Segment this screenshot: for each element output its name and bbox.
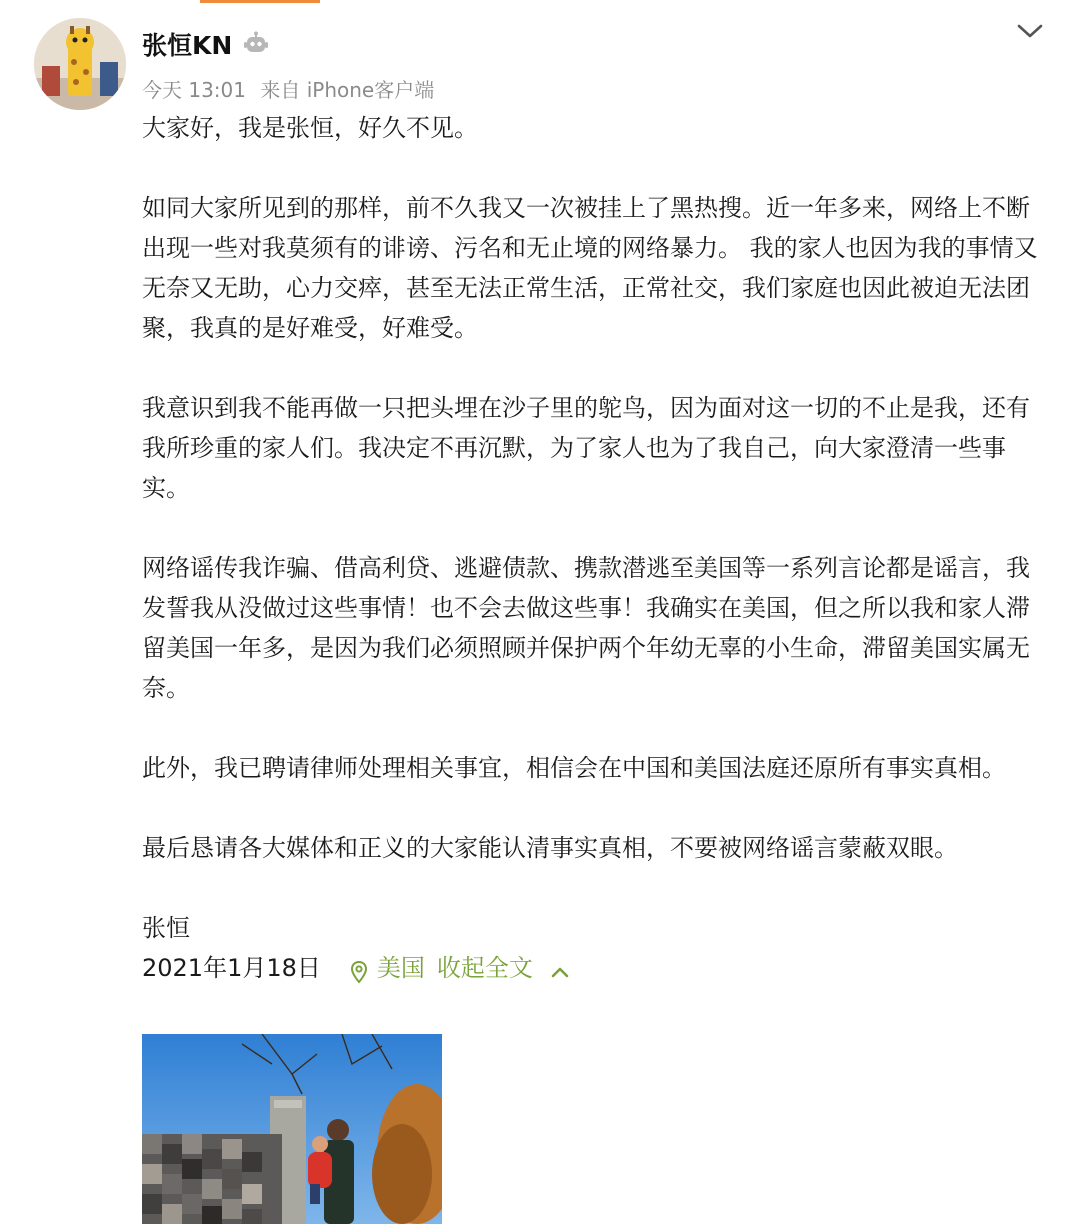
tab-indicator (200, 0, 320, 3)
post-time: 今天 13:01 (142, 78, 246, 102)
post-paragraph: 网络谣传我诈骗、借高利贷、逃避债款、携款潜逃至美国等一系列言论都是谣言，我发誓我从没做过这些事情！也不会去做这些事！我确实在美国，但之所以我和家人滞留美国一年多，是因为我们必须照顾并保护两个年幼无辜的小生命，滞留美国实属无奈。 (142, 554, 1030, 702)
robot-icon (242, 30, 270, 58)
post-date: 2021年1月18日 (142, 954, 321, 982)
post-paragraph: 我意识到我不能再做一只把头埋在沙子里的鸵鸟，因为面对这一切的不止是我，还有我所珍重的家人们。我决定不再沉默，为了家人也为了我自己，向大家澄清一些事实。 (142, 394, 1030, 502)
username[interactable]: 张恒KN (142, 31, 233, 60)
chevron-down-icon[interactable] (1010, 16, 1050, 46)
post-signature: 张恒 (142, 914, 190, 942)
post-footer (142, 948, 1042, 988)
location-label: 美国 (376, 954, 425, 982)
collapse-button[interactable]: 收起全文 (436, 954, 533, 982)
post-paragraph: 大家好，我是张恒，好久不见。 (142, 114, 478, 142)
avatar[interactable] (34, 18, 126, 110)
post-paragraph: 此外，我已聘请律师处理相关事宜，相信会在中国和美国法庭还原所有事实真相。 (142, 754, 1006, 782)
location-link[interactable] (349, 948, 425, 988)
post-source: 来自 iPhone客户端 (260, 78, 435, 102)
post-paragraph: 如同大家所见到的那样，前不久我又一次被挂上了黑热搜。近一年多来，网络上不断出现一些对我莫须有的诽谤、污名和无止境的网络暴力。 我的家人也因为我的事情又无奈又无助，心力交瘁，甚至无法正常生活，正常社交，我们家庭也因此被迫无法团聚，我真的是好难受，好难受。 (142, 194, 1038, 342)
post-paragraph: 最后恳请各大媒体和正义的大家能认清事实真相，不要被网络谣言蒙蔽双眼。 (142, 834, 958, 862)
location-pin-icon (349, 956, 369, 980)
caret-up-icon[interactable] (549, 956, 571, 980)
post-photo[interactable] (142, 1034, 442, 1224)
post-content (142, 108, 1042, 988)
post-meta (142, 74, 434, 103)
